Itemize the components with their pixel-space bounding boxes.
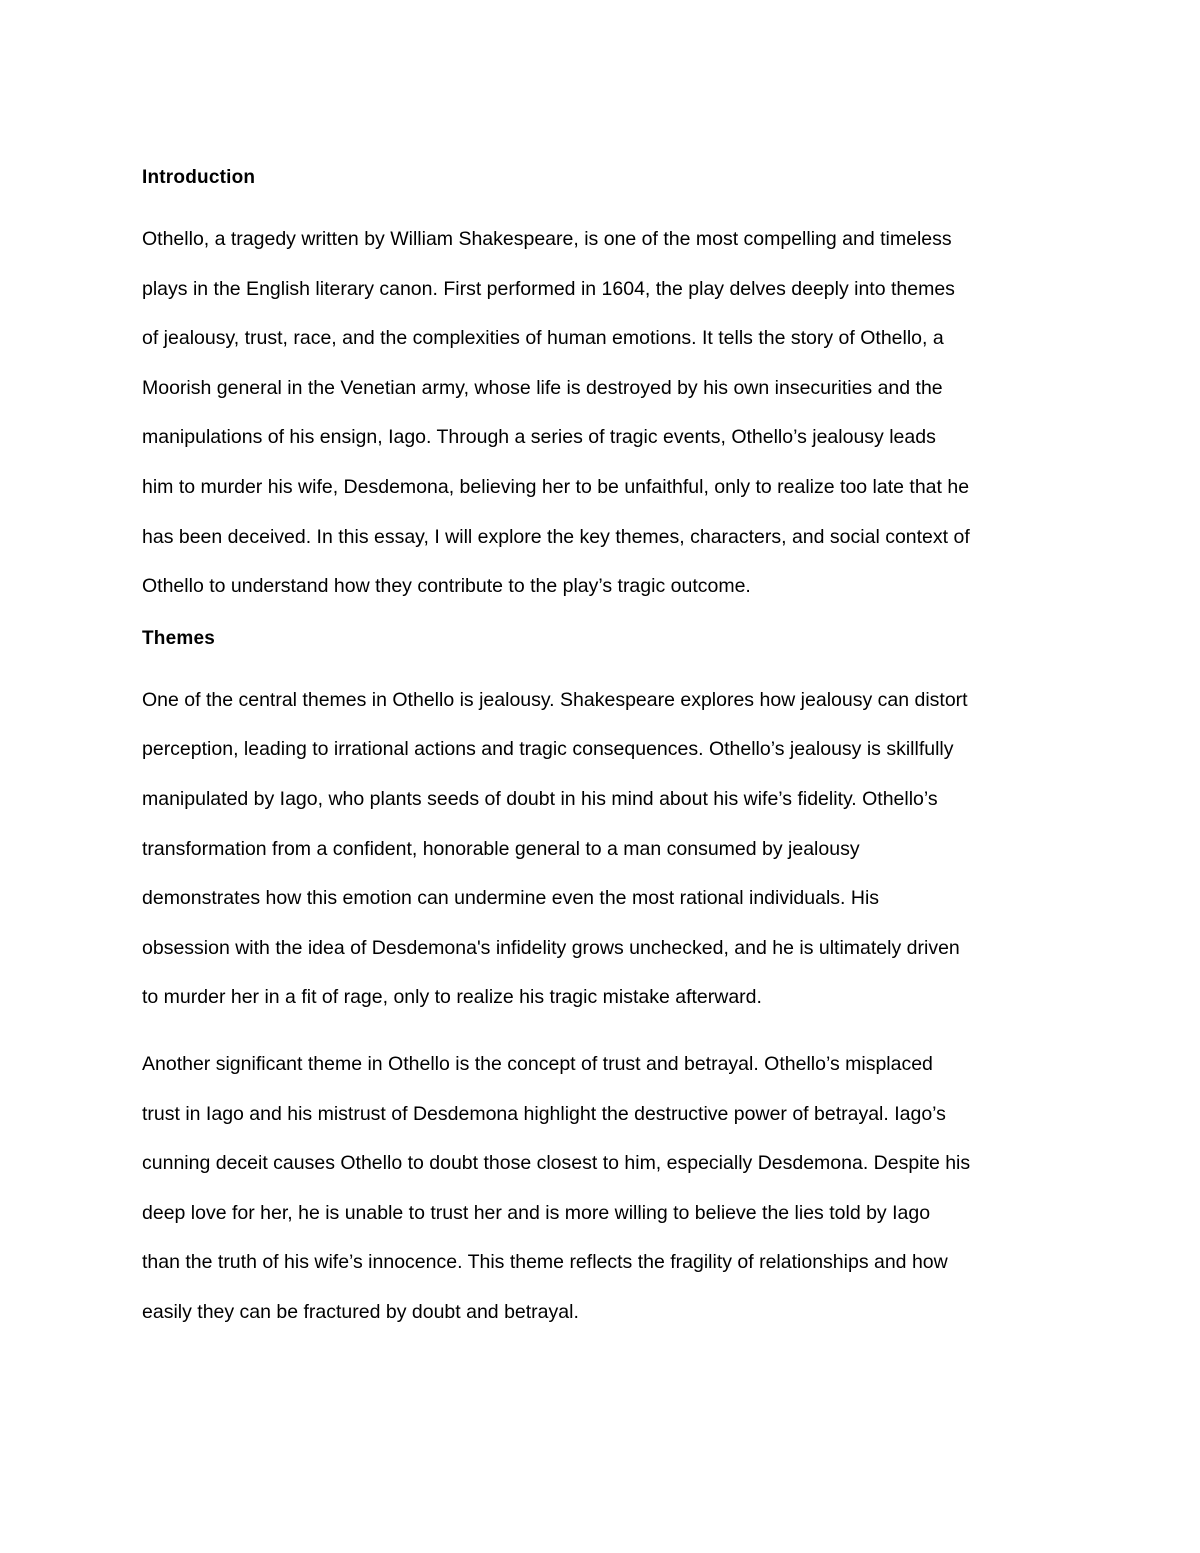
text-line: perception, leading to irrational actions and tragic consequences. Othello’s jealousy is skillfully — [142, 738, 954, 761]
text-line: has been deceived. In this essay, I will explore the key themes, characters, and social context of — [142, 525, 970, 548]
themes-paragraph-trust-betrayal — [142, 1040, 1072, 1338]
text-line: to murder her in a fit of rage, only to realize his tragic mistake afterward. — [142, 986, 762, 1009]
section-heading-introduction: Introduction — [142, 167, 256, 188]
text-line: transformation from a confident, honorable general to a man consumed by jealousy — [142, 837, 860, 860]
text-line: Another significant theme in Othello is the concept of trust and betrayal. Othello’s misplaced — [142, 1052, 933, 1075]
text-line: demonstrates how this emotion can undermine even the most rational individuals. His — [142, 887, 880, 910]
text-line: trust in Iago and his mistrust of Desdemona highlight the destructive power of betrayal. Iago’s — [142, 1102, 946, 1125]
text-line: deep love for her, he is unable to trust her and is more willing to believe the lies told by Iago — [142, 1201, 931, 1224]
text-line: One of the central themes in Othello is jealousy. Shakespeare explores how jealousy can distort — [142, 688, 968, 711]
text-line: cunning deceit causes Othello to doubt those closest to him, especially Desdemona. Despite his — [142, 1152, 971, 1175]
text-line: Moorish general in the Venetian army, whose life is destroyed by his own insecurities and the — [142, 376, 943, 399]
text-line: easily they can be fractured by doubt and betrayal. — [142, 1300, 579, 1323]
text-line: obsession with the idea of Desdemona's infidelity grows unchecked, and he is ultimately driven — [142, 936, 960, 959]
text-line: than the truth of his wife’s innocence. This theme reflects the fragility of relationships and how — [142, 1251, 948, 1274]
themes-paragraph-jealousy — [142, 676, 1072, 1023]
document-body — [142, 163, 1072, 1337]
text-line: Othello to understand how they contribute to the play’s tragic outcome. — [142, 575, 751, 598]
introduction-paragraph — [142, 215, 1072, 612]
text-line: manipulations of his ensign, Iago. Through a series of tragic events, Othello’s jealousy leads — [142, 426, 936, 449]
text-line: Othello, a tragedy written by William Shakespeare, is one of the most compelling and timeless — [142, 228, 952, 250]
text-line: of jealousy, trust, race, and the complexities of human emotions. It tells the story of Othello, a — [142, 327, 944, 350]
section-heading-themes: Themes — [142, 627, 216, 649]
text-line: plays in the English literary canon. First performed in 1604, the play delves deeply into themes — [142, 277, 955, 300]
text-line: him to murder his wife, Desdemona, believing her to be unfaithful, only to realize too late that he — [142, 475, 970, 498]
text-line: manipulated by Iago, who plants seeds of doubt in his mind about his wife’s fidelity. Othello’s — [142, 787, 938, 810]
